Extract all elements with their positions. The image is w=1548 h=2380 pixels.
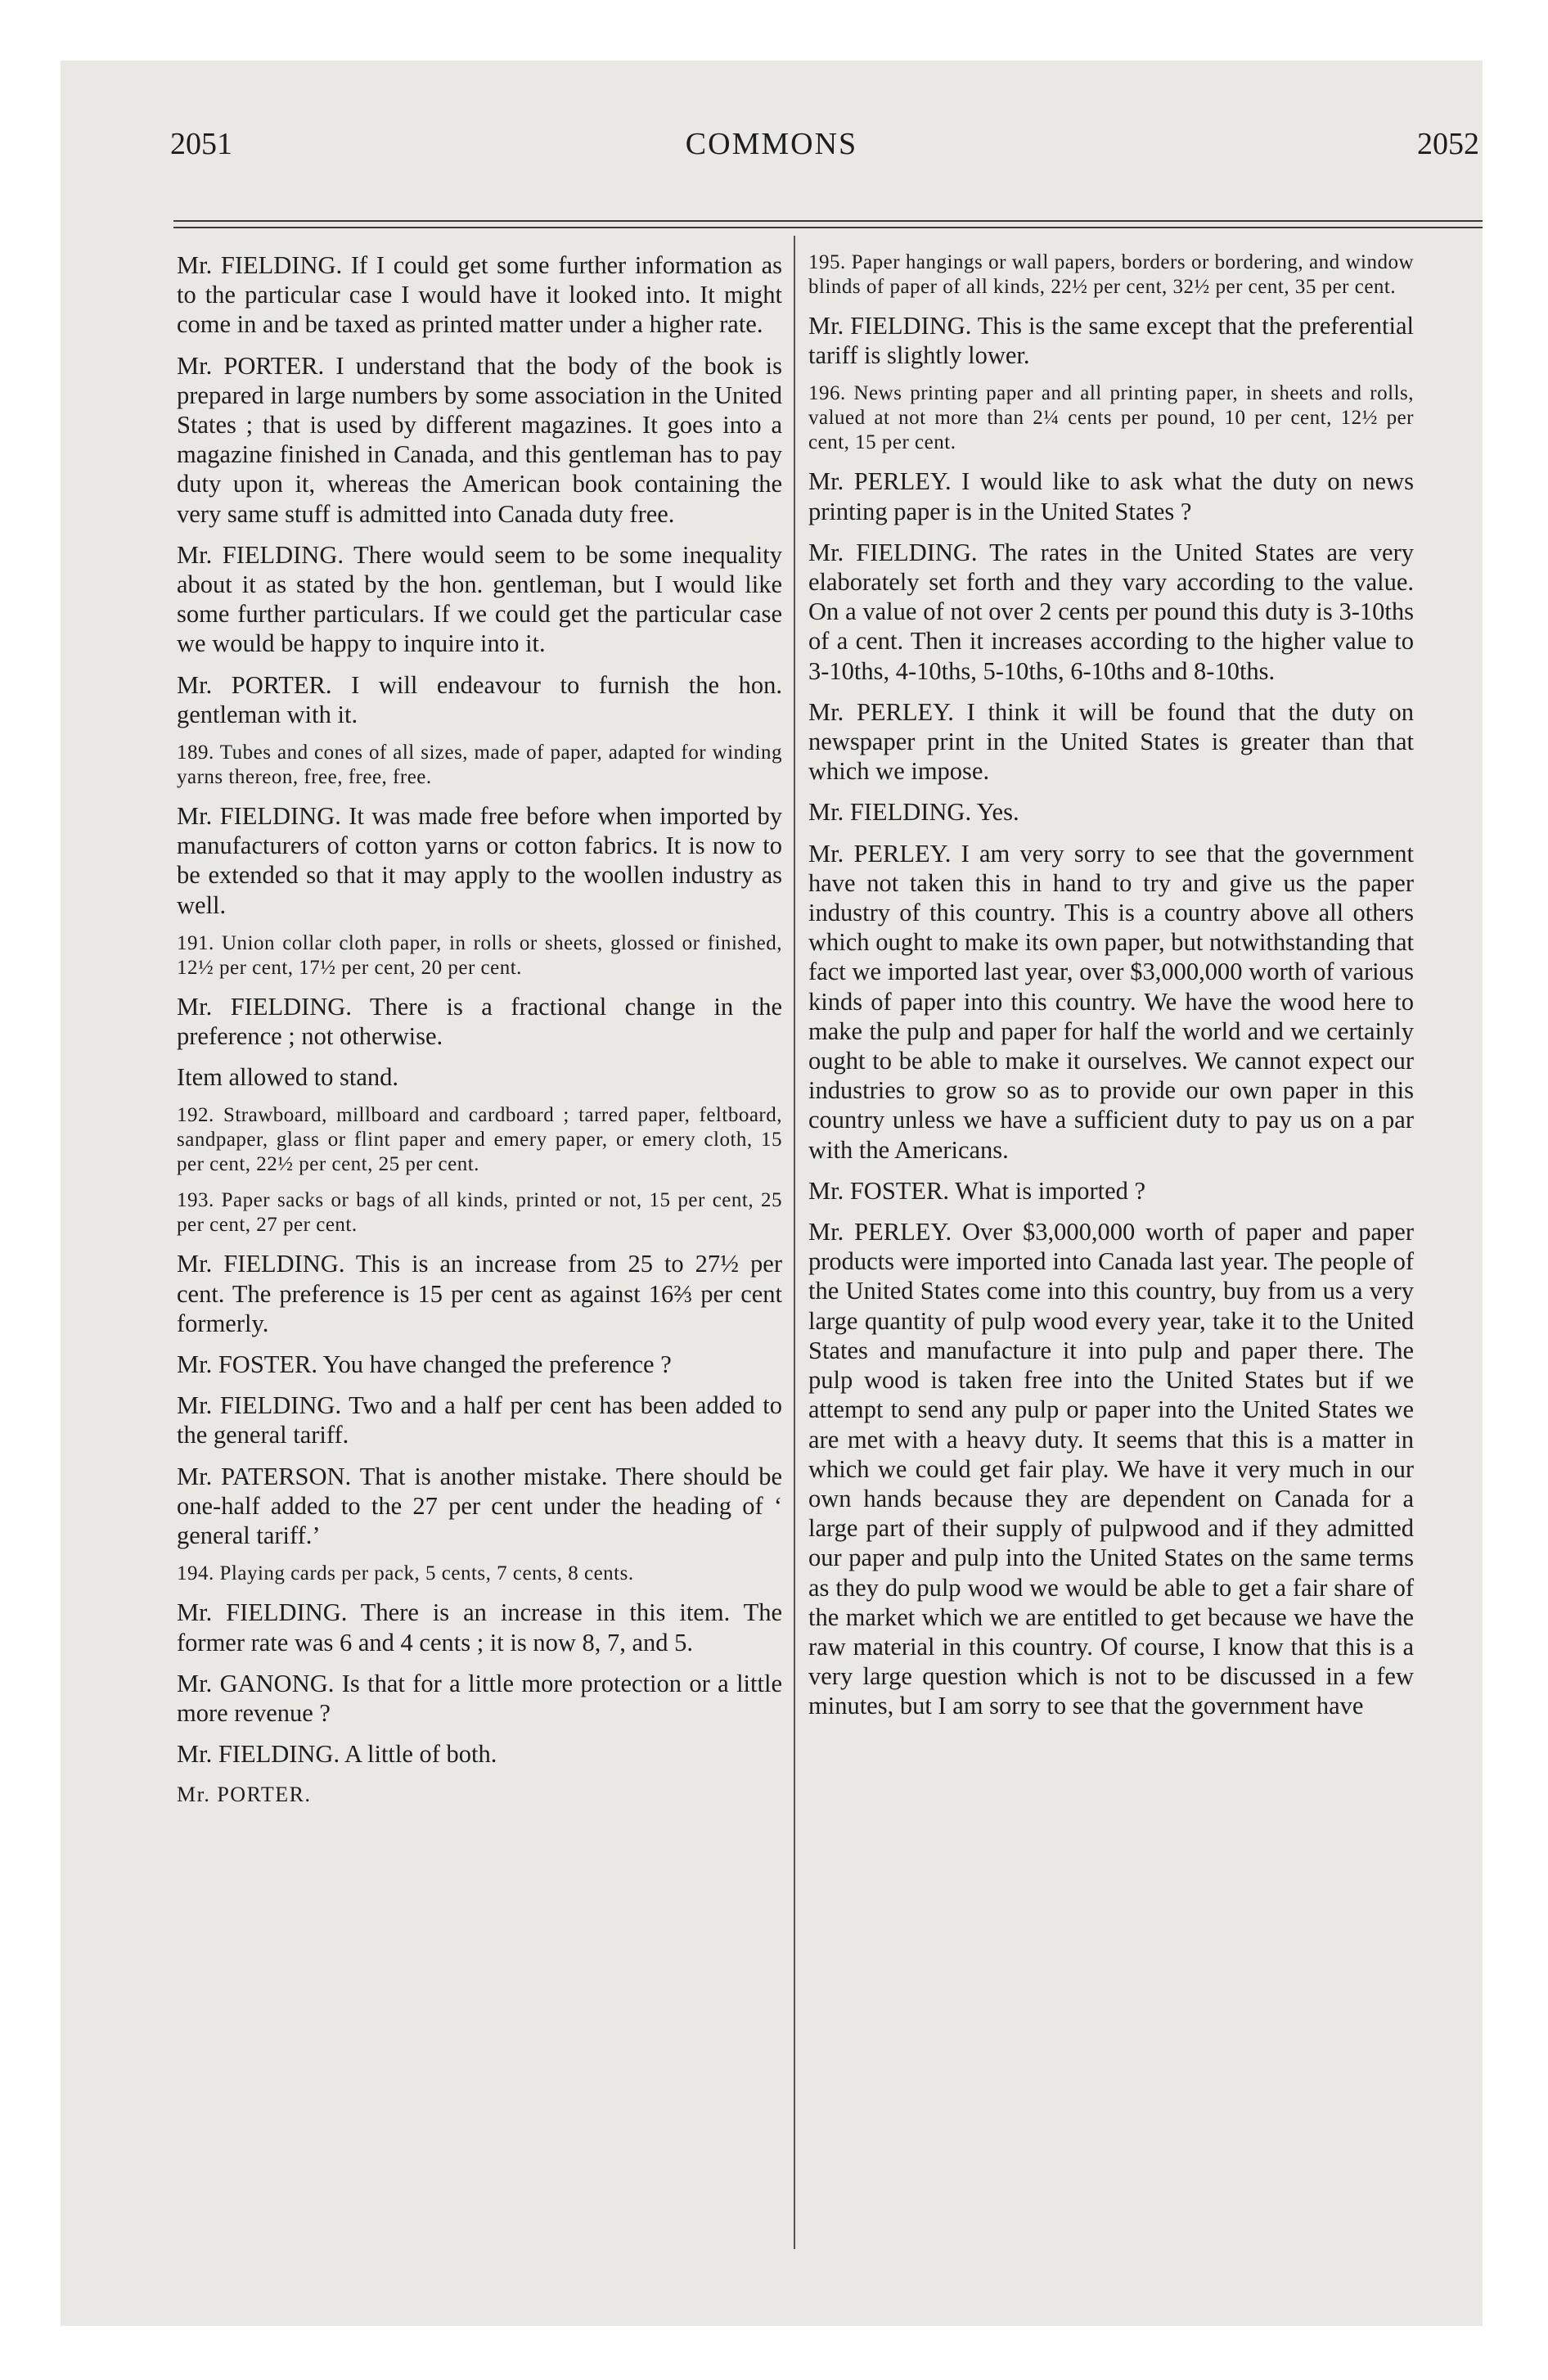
- speech-paragraph: Mr. FIELDING. If I could get some further information as to the particular case I would have it looked into. It might come in and be taxed as printed matter under a higher rate.: [177, 251, 782, 339]
- speech-paragraph: Mr. PERLEY. Over $3,000,000 worth of paper and paper products were imported into Canada last year. The people of the United States come into this country, buy from us a very large quantity of pulp wood every year, take it to the United States and manufacture it into pulp and paper there. The pulp wood is taken free into the United States but if we attempt to send any pulp or paper into the United States we are met with a heavy duty. It seems that this is a matter in which we could get fair play. We have it very much in our own hands because they are dependent on Canada for a large part of their supply of pulpwood and if they admitted our paper and pulp into the United States on the same terms as they do pulp wood we would be able to get a fair share of the market which we are entitled to get because we have the raw material in this country. Of course, I know that this is a very large question which is not to be discussed in a few minutes, but I am sorry to see that the government have: [808, 1218, 1414, 1720]
- speech-paragraph: Mr. PORTER. I understand that the body of the book is prepared in large numbers by some association in the United States ; that is used by different magazines. It goes into a magazine finished in Canada, and this gentleman has to pay duty upon it, whereas the American book containing the very same stuff is admitted into Canada duty free.: [177, 351, 782, 528]
- speech-paragraph: Mr. FIELDING. Yes.: [808, 798, 1019, 827]
- page-number-right: 2052: [1417, 127, 1479, 161]
- header-rule-double: [173, 227, 1483, 228]
- tariff-item: 191. Union collar cloth paper, in rolls or sheets, glossed or finished, 12½ per cent, 17½ per cent, 20 per cent.: [177, 931, 782, 979]
- speech-paragraph: Mr. FIELDING. This is an increase from 25 to 27½ per cent. The preference is 15 per cent as against 16⅔ per cent formerly.: [177, 1250, 782, 1337]
- tariff-item: 192. Strawboard, millboard and cardboard ; tarred paper, feltboard, sandpaper, glass or flint paper and emery paper, or emery cloth, 15 per cent, 22½ per cent, 25 per cent.: [177, 1104, 782, 1176]
- speech-paragraph: Mr. FIELDING. This is the same except that the preferential tariff is slightly lower.: [808, 312, 1414, 370]
- left-column: [177, 250, 782, 1822]
- speech-paragraph: Mr. FIELDING. There is a fractional change in the preference ; not otherwise.: [177, 992, 782, 1051]
- tariff-item: 195. Paper hangings or wall papers, borders or bordering, and window blinds of paper of all kinds, 22½ per cent, 32½ per cent, 35 per cent.: [808, 251, 1414, 298]
- tariff-item: 193. Paper sacks or bags of all kinds, printed or not, 15 per cent, 25 per cent, 27 per cent.: [177, 1189, 782, 1237]
- tariff-item: 196. News printing paper and all printing paper, in sheets and rolls, valued at not more than 2¼ cents per pound, 10 per cent, 12½ per cent, 15 per cent.: [808, 382, 1414, 454]
- speech-paragraph: Mr. FOSTER. You have changed the preference ?: [177, 1350, 672, 1379]
- right-column: [808, 250, 1414, 1733]
- speech-paragraph: Mr. FIELDING. It was made free before when imported by manufacturers of cotton yarns or cotton fabrics. It is now to be extended so that it may apply to the woollen industry as well.: [177, 802, 782, 919]
- page-title: COMMONS: [685, 127, 858, 161]
- speech-paragraph: Mr. PERLEY. I am very sorry to see that the government have not taken this in hand to try and give us the paper industry of this country. This is a country above all others which ought to make its own paper, but notwithstanding that fact we imported last year, over $3,000,000 worth of various kinds of paper into this country. We have the wood here to make the pulp and paper for half the world and we certainly ought to be able to make it ourselves. We cannot expect our industries to grow so as to provide our own paper in this country unless we have a sufficient duty to pay us on a par with the Americans.: [808, 839, 1414, 1164]
- page-number-left: 2051: [170, 127, 232, 161]
- speech-paragraph: Mr. FIELDING. A little of both.: [177, 1740, 497, 1769]
- speech-paragraph: Mr. FIELDING. There is an increase in this item. The former rate was 6 and 4 cents ; it is now 8, 7, and 5.: [177, 1598, 782, 1657]
- speech-paragraph: Mr. PERLEY. I think it will be found that the duty on newspaper print in the United States is greater than that which we impose.: [808, 697, 1414, 786]
- speech-paragraph: Mr. FIELDING. The rates in the United States are very elaborately set forth and they vary according to the value. On a value of not over 2 cents per pound this duty is 3-10ths of a cent. Then it increases according to the higher value to 3-10ths, 4-10ths, 5-10ths, 6-10ths and 8-10ths.: [808, 538, 1414, 685]
- page-scan: [61, 61, 1483, 2326]
- speech-paragraph: Mr. FOSTER. What is imported ?: [808, 1176, 1146, 1205]
- procedural-note: Item allowed to stand.: [177, 1063, 399, 1092]
- speech-paragraph: Mr. GANONG. Is that for a little more protection or a little more revenue ?: [177, 1669, 782, 1727]
- speech-paragraph: Mr. PORTER.: [177, 1783, 312, 1807]
- speech-paragraph: Mr. PERLEY. I would like to ask what the duty on news printing paper is in the United States ?: [808, 467, 1414, 525]
- speech-paragraph: Mr. PORTER. I will endeavour to furnish the hon. gentleman with it.: [177, 670, 782, 728]
- tariff-item: 189. Tubes and cones of all sizes, made of paper, adapted for winding yarns thereon, free, free, free.: [177, 741, 782, 789]
- tariff-item: 194. Playing cards per pack, 5 cents, 7 cents, 8 cents.: [177, 1562, 634, 1585]
- header-rule: [173, 220, 1483, 222]
- speech-paragraph: Mr. FIELDING. Two and a half per cent has been added to the general tariff.: [177, 1391, 782, 1449]
- speech-paragraph: Mr. FIELDING. There would seem to be some inequality about it as stated by the hon. gentleman, but I would like some further particulars. If we could get the particular case we would be happy to inquire into it.: [177, 540, 782, 658]
- speech-paragraph: Mr. PATERSON. That is another mistake. There should be one-half added to the 27 per cent under the heading of ‘ general tariff.’: [177, 1462, 782, 1550]
- column-divider: [794, 236, 795, 2249]
